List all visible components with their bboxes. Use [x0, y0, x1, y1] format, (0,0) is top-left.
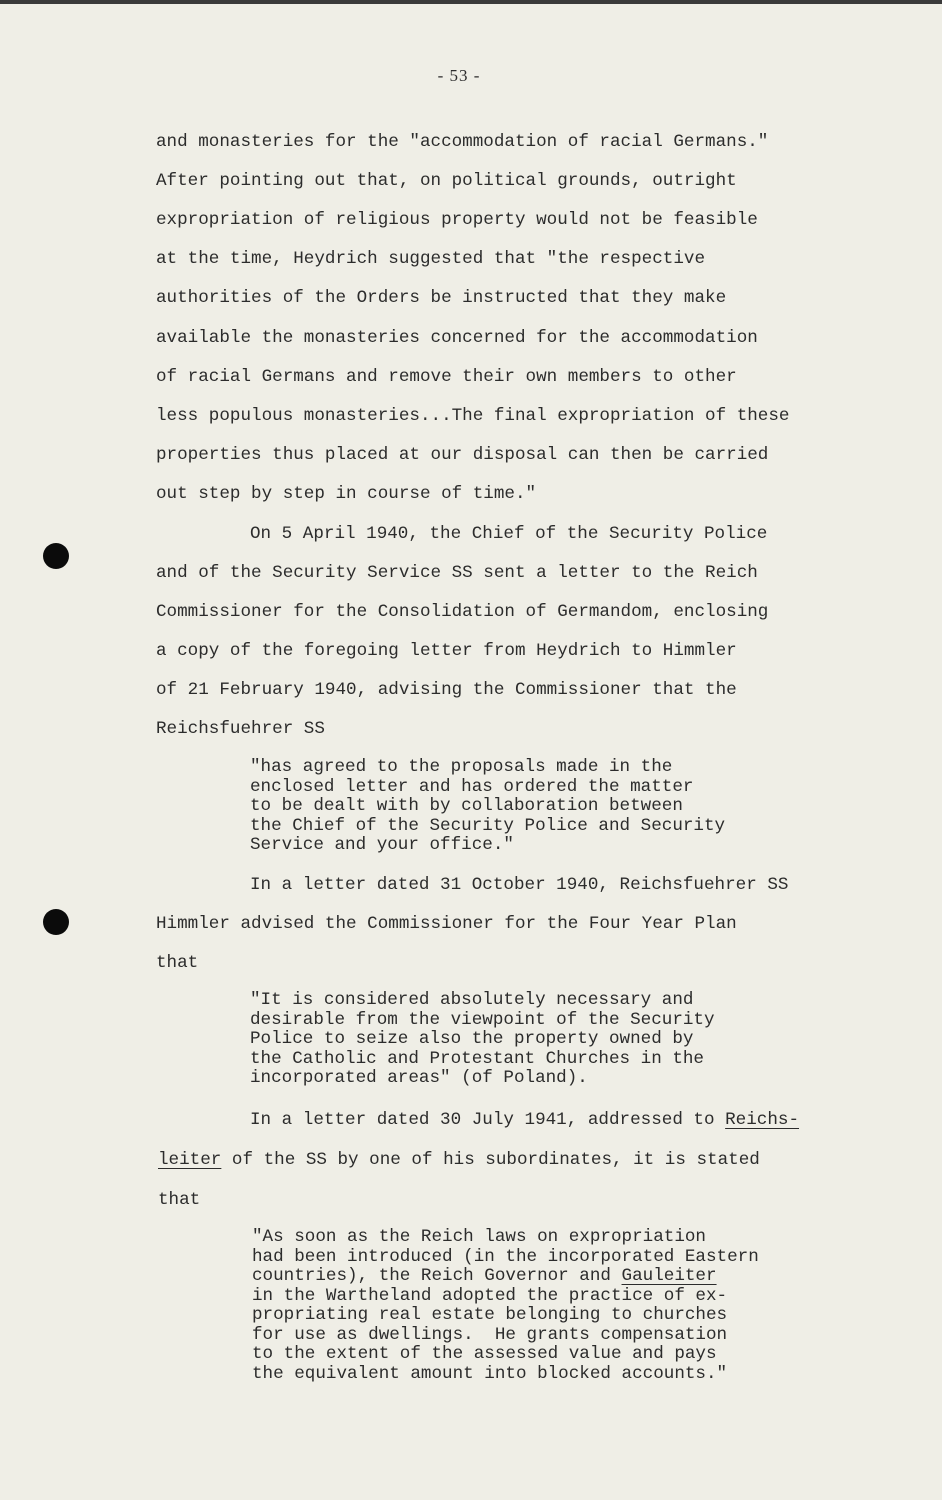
- paragraph1-line: properties thus placed at our disposal can then be carried: [156, 445, 769, 465]
- block-quote-3: [252, 1228, 759, 1384]
- page-number: - 53 -: [437, 66, 481, 85]
- paragraph3-line: Himmler advised the Commissioner for the Four Year Plan: [156, 914, 737, 934]
- paragraph2-first-line: On 5 April 1940, the Chief of the Security Police: [250, 524, 768, 544]
- underlined-term: Reichs-: [725, 1110, 800, 1130]
- paragraph1-line: out step by step in course of time.": [156, 484, 537, 504]
- quote-line: propriating real estate belonging to churches: [252, 1305, 728, 1325]
- paragraph1-line: After pointing out that, on political grounds, outright: [156, 171, 737, 191]
- quote-line: to be dealt with by collaboration between: [250, 796, 683, 816]
- paragraph1-line: expropriation of religious property would not be feasible: [156, 210, 758, 230]
- paragraph3-first-line: In a letter dated 31 October 1940, Reichsfuehrer SS: [250, 875, 789, 895]
- punch-hole: [43, 543, 69, 569]
- punch-hole: [43, 909, 69, 935]
- quote-line: "has agreed to the proposals made in the: [250, 757, 673, 777]
- paragraph1-line: authorities of the Orders be instructed that they make: [156, 288, 727, 308]
- paragraph4-line: that: [158, 1190, 201, 1210]
- quote-line: the Chief of the Security Police and Security: [250, 815, 726, 836]
- paragraph1-line: and monasteries for the "accommodation of racial Germans.": [156, 132, 769, 152]
- quote-line: in the Wartheland adopted the practice of ex-: [252, 1285, 728, 1306]
- quote-line: the equivalent amount into blocked accounts.": [252, 1363, 728, 1384]
- block-quote-1: [250, 758, 725, 856]
- quote-line: enclosed letter and has ordered the matter: [250, 776, 694, 797]
- paragraph2-line: a copy of the foregoing letter from Heydrich to Himmler: [156, 641, 737, 661]
- quote-line: for use as dwellings. He grants compensation: [252, 1324, 728, 1345]
- paragraph2-line: of 21 February 1940, advising the Commissioner that the: [156, 680, 737, 700]
- quote-line: Service and your office.": [250, 835, 514, 855]
- paragraph4-first-line: [250, 1110, 799, 1130]
- paragraph1-line: of racial Germans and remove their own members to other: [156, 367, 737, 387]
- paragraph2-line: and of the Security Service SS sent a letter to the Reich: [156, 563, 758, 583]
- underlined-term: leiter: [158, 1150, 222, 1170]
- paragraph4-text: In a letter dated 30 July 1941, addressed to: [250, 1110, 726, 1130]
- block-quote-2: [250, 991, 715, 1089]
- quote-line: to the extent of the assessed value and pays: [252, 1344, 717, 1364]
- quote-line: [252, 1267, 759, 1287]
- scan-top-edge: [0, 0, 942, 4]
- paragraph1-line: at the time, Heydrich suggested that "the respective: [156, 249, 706, 269]
- quote-line: desirable from the viewpoint of the Security: [250, 1009, 715, 1030]
- quote-line: had been introduced (in the incorporated Eastern: [252, 1246, 759, 1267]
- quote-line: "It is considered absolutely necessary and: [250, 990, 694, 1010]
- underlined-term: Gauleiter: [621, 1266, 717, 1286]
- paragraph4-text: of the SS by one of his subordinates, it is stated: [221, 1150, 760, 1170]
- quote-line: Police to seize also the property owned by: [250, 1029, 694, 1049]
- paragraph3-line: that: [156, 953, 199, 973]
- paragraph1-line: less populous monasteries...The final expropriation of these: [156, 406, 790, 426]
- quote-line: "As soon as the Reich laws on expropriation: [252, 1227, 706, 1247]
- paragraph1-line: available the monasteries concerned for the accommodation: [156, 328, 758, 348]
- paragraph2-line: Commissioner for the Consolidation of Germandom, enclosing: [156, 602, 769, 622]
- quote-text: countries), the Reich Governor and: [252, 1266, 622, 1286]
- quote-line: the Catholic and Protestant Churches in the: [250, 1048, 704, 1069]
- paragraph4-line: [158, 1150, 760, 1170]
- paragraph2-line: Reichsfuehrer SS: [156, 719, 325, 739]
- quote-line: incorporated areas" (of Poland).: [250, 1068, 588, 1088]
